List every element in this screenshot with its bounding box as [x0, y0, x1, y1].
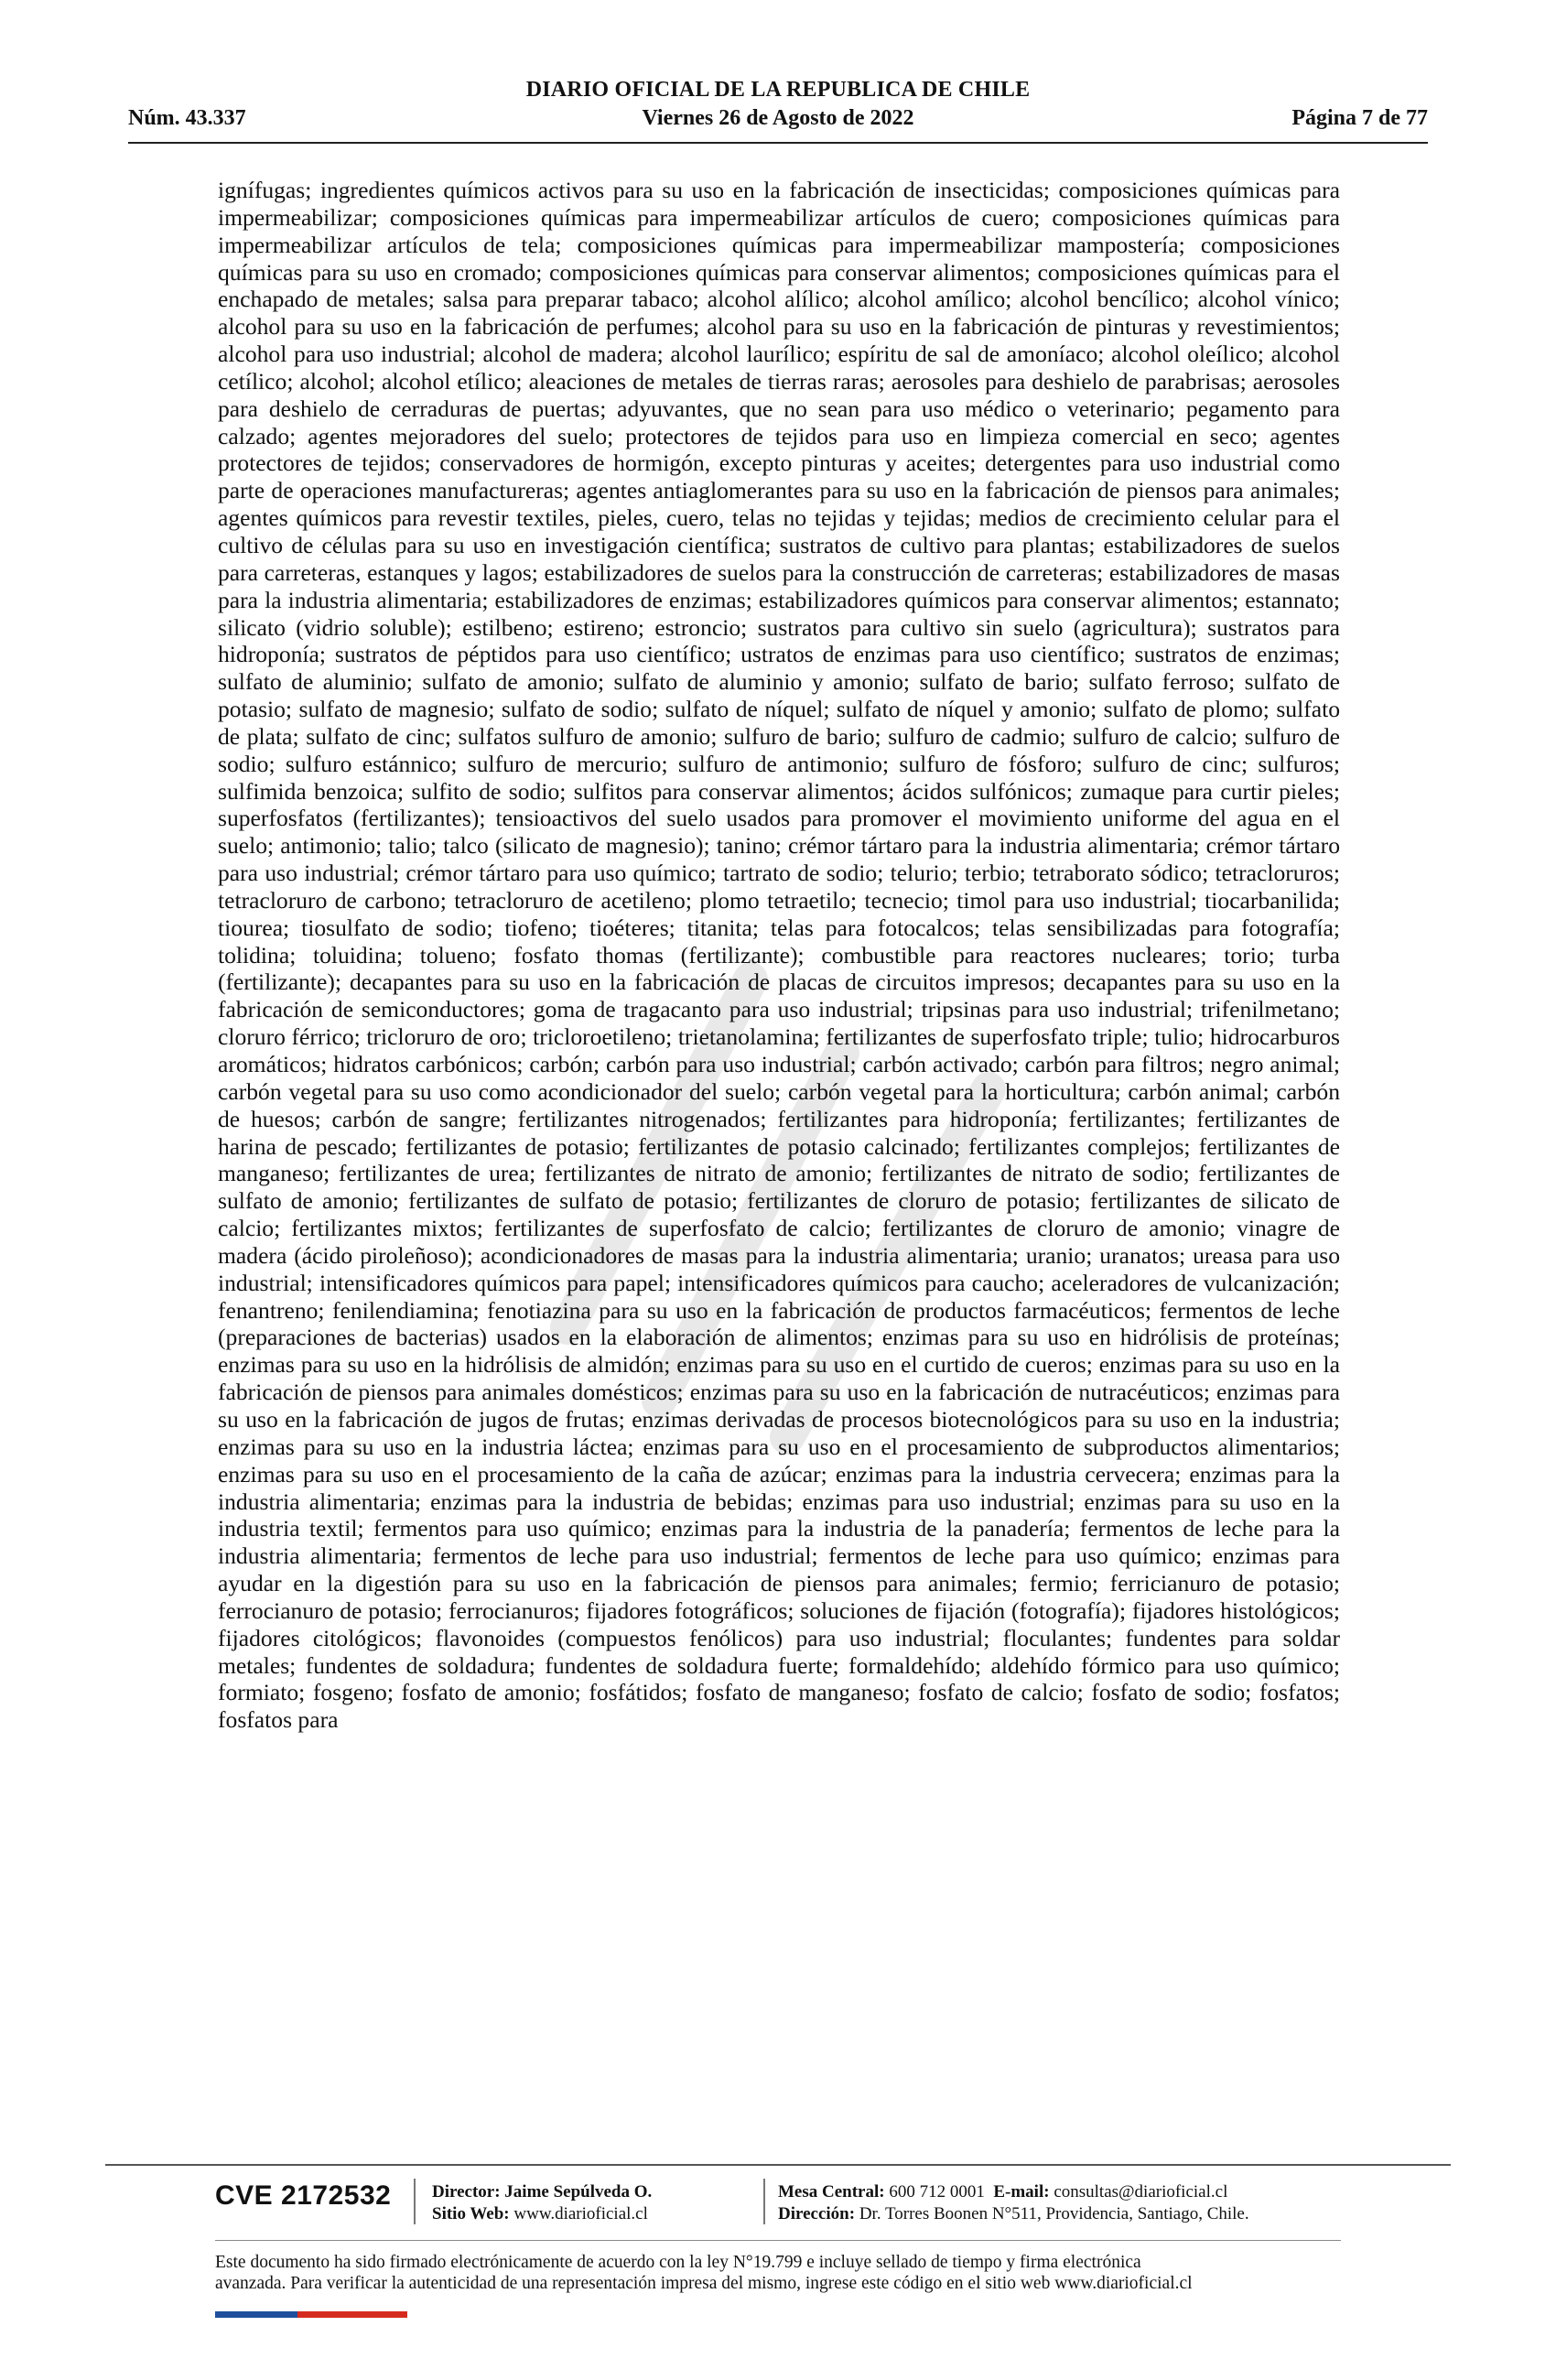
- email-link[interactable]: consultas@diarioficial.cl: [1054, 2182, 1228, 2202]
- flag-blue-segment: [215, 2311, 297, 2318]
- footer-separator: [763, 2179, 765, 2224]
- footer-director-block: [432, 2181, 652, 2225]
- flag-color-bar: [215, 2311, 407, 2318]
- address-label: Dirección:: [778, 2204, 856, 2223]
- cve-code: CVE 2172532: [215, 2180, 392, 2211]
- director-label: Director:: [432, 2182, 501, 2202]
- issue-date: Viernes 26 de Agosto de 2022: [642, 106, 914, 130]
- footer-divider-thin: [215, 2240, 1341, 2241]
- director-name: Jaime Sepúlveda O.: [504, 2182, 653, 2202]
- website-label: Sitio Web:: [432, 2204, 510, 2223]
- issue-number: Núm. 43.337: [128, 106, 246, 130]
- signature-notice: [215, 2252, 1350, 2294]
- newspaper-title: DIARIO OFICIAL DE LA REPUBLICA DE CHILE: [525, 78, 1031, 102]
- document-body: [218, 177, 1340, 1734]
- footer-divider: [105, 2164, 1451, 2166]
- body-paragraph: ignífugas; ingredientes químicos activos para su uso en la fabricación de insecticidas; composiciones químicas para impermeabilizar; composiciones químicas para impermeabilizar artículos de cuero; composiciones químicas para impermeabilizar artículos de tela; composiciones químicas para impermeabilizar mampostería; composiciones químicas para su uso en cromado; composiciones químicas para conservar alimentos; composiciones químicas para el enchapado de metales; salsa para preparar tabaco; alcohol alílico; alcohol amílico; alcohol bencílico; alcohol vínico; alcohol para su uso en la fabricación de perfumes; alcohol para su uso en la fabricación de pinturas y revestimientos; alcohol para uso industrial; alcohol de madera; alcohol laurílico; espíritu de sal de amoníaco; alcohol oleílico; alcohol cetílico; alcohol; alcohol etílico; aleaciones de metales de tierras raras; aerosoles para deshielo de parabrisas; aerosoles para deshielo de cerraduras de puertas; adyuvantes, que no sean para uso médico o veterinario; pegamento para calzado; agentes mejoradores del suelo; protectores de tejidos para uso en limpieza comercial en seco; agentes protectores de tejidos; conservadores de hormigón, excepto pinturas y aceites; detergentes para uso industrial como parte de operaciones manufactureras; agentes antiaglomerantes para su uso en la fabricación de piensos para animales; agentes químicos para revestir textiles, pieles, cuero, telas no tejidas y tejidas; medios de crecimiento celular para el cultivo de células para su uso en investigación científica; sustratos de cultivo para plantas; estabilizadores de suelos para carreteras, estanques y lagos; estabilizadores de suelos para la construcción de carreteras; estabilizadores de masas para la industria alimentaria; estabilizadores de enzimas; estabilizadores químicos para conservar alimentos; estannato; silicato (vidrio soluble); estilbeno; estireno; estroncio; sustratos para cultivo sin suelo (agricultura); sustratos para hidroponía; sustratos de péptidos para uso científico; ustratos de enzimas para uso científico; sustratos de enzimas; sulfato de aluminio; sulfato de amonio; sulfato de aluminio y amonio; sulfato de bario; sulfato ferroso; sulfato de potasio; sulfato de magnesio; sulfato de sodio; sulfato de níquel; sulfato de níquel y amonio; sulfato de plomo; sulfato de plata; sulfato de cinc; sulfatos sulfuro de amonio; sulfuro de bario; sulfuro de cadmio; sulfuro de calcio; sulfuro de sodio; sulfuro estánnico; sulfuro de mercurio; sulfuro de antimonio; sulfuro de fósforo; sulfuro de cinc; sulfuros; sulfimida benzoica; sulfito de sodio; sulfitos para conservar alimentos; ácidos sulfónicos; zumaque para curtir pieles; superfosfatos (fertilizantes); tensioactivos del suelo usados para promover el movimiento uniforme del agua en el suelo; antimonio; talio; talco (silicato de magnesio); tanino; crémor tártaro para la industria alimentaria; crémor tártaro para uso industrial; crémor tártaro para uso químico; tartrato de sodio; telurio; terbio; tetraborato sódico; tetracloruros; tetracloruro de carbono; tetracloruro de acetileno; plomo tetraetilo; tecnecio; timol para uso industrial; tiocarbanilida; tiourea; tiosulfato de sodio; tiofeno; tioéteres; titanita; telas para fotocalcos; telas sensibilizadas para fotografía; tolidina; toluidina; tolueno; fosfato thomas (fertilizante); combustible para reactores nucleares; torio; turba (fertilizante); decapantes para su uso en la fabricación de placas de circuitos impresos; decapantes para su uso en la fabricación de semiconductores; goma de tragacanto para uso industrial; tripsinas para uso industrial; trifenilmetano; cloruro férrico; tricloruro de oro; tricloroetileno; trietanolamina; fertilizantes de superfosfato triple; tulio; hidrocarburos aromáticos; hidratos carbónicos; carbón; carbón para uso industrial; carbón activado; carbón para filtros; negro animal; carbón vegetal para su uso como acondicionador del suelo; carbón vegetal para la horticultura; carbón animal; carbón de huesos; carbón de sangre; fertilizantes nitrogenados; fertilizantes para hidroponía; fertilizantes; fertilizantes de harina de pescado; fertilizantes de potasio; fertilizantes de potasio calcinado; fertilizantes complejos; fertilizantes de manganeso; fertilizantes de urea; fertilizantes de nitrato de amonio; fertilizantes de nitrato de sodio; fertilizantes de sulfato de amonio; fertilizantes de sulfato de potasio; fertilizantes de cloruro de potasio; fertilizantes de silicato de calcio; fertilizantes mixtos; fertilizantes de superfosfato de calcio; fertilizantes de cloruro de amonio; vinagre de madera (ácido piroleñoso); acondicionadores de masas para la industria alimentaria; uranio; uranatos; ureasa para uso industrial; intensificadores químicos para papel; intensificadores químicos para caucho; aceleradores de vulcanización; fenantreno; fenilendiamina; fenotiazina para su uso en la fabricación de productos farmacéuticos; fermentos de leche (preparaciones de bacterias) usados en la elaboración de alimentos; enzimas para su uso en hidrólisis de proteínas; enzimas para su uso en la hidrólisis de almidón; enzimas para su uso en el curtido de cueros; enzimas para su uso en la fabricación de piensos para animales domésticos; enzimas para su uso en la fabricación de nutracéuticos; enzimas para su uso en la fabricación de jugos de frutas; enzimas derivadas de procesos biotecnológicos para su uso en la industria; enzimas para su uso en la industria láctea; enzimas para su uso en el procesamiento de subproductos alimentarios; enzimas para su uso en el procesamiento de la caña de azúcar; enzimas para la industria cervecera; enzimas para la industria alimentaria; enzimas para la industria de bebidas; enzimas para uso industrial; enzimas para su uso en la industria textil; fermentos para uso químico; enzimas para la industria de la panadería; fermentos de leche para la industria alimentaria; fermentos de leche para uso industrial; fermentos de leche para uso químico; enzimas para ayudar en la digestión para su uso en la fabricación de piensos para animales; fermio; ferricianuro de potasio; ferrocianuro de potasio; ferrocianuros; fijadores fotográficos; soluciones de fijación (fotografía); fijadores histológicos; fijadores citológicos; flavonoides (compuestos fenólicos) para uso industrial; floculantes; fundentes para soldar metales; fundentes de soldadura; fundentes de soldadura fuerte; formaldehído; aldehído fórmico para uso químico; formiato; fosgeno; fosfato de amonio; fosfátidos; fosfato de manganeso; fosfato de calcio; fosfato de sodio; fosfatos; fosfatos para: [218, 177, 1340, 1734]
- mesa-label: Mesa Central:: [778, 2182, 885, 2202]
- address-value: Dr. Torres Boonen N°511, Providencia, Santiago, Chile.: [859, 2204, 1249, 2223]
- header-divider: [128, 142, 1428, 144]
- notice-line: avanzada. Para verificar la autenticidad de una representación impresa del mismo, ingrese este código en el sitio web www.diarioficial.cl: [215, 2274, 1193, 2293]
- flag-red-segment: [297, 2311, 407, 2318]
- page-header: [128, 78, 1428, 151]
- notice-line: Este documento ha sido firmado electrónicamente de acuerdo con la ley N°19.799 e incluye sellado de tiempo y firma electrónica: [215, 2253, 1141, 2272]
- page-number: Página 7 de 77: [1291, 106, 1428, 130]
- website-link[interactable]: www.diarioficial.cl: [513, 2204, 648, 2223]
- email-label: E-mail:: [993, 2182, 1050, 2202]
- footer-contact-block: [778, 2181, 1249, 2225]
- footer-separator: [414, 2179, 416, 2224]
- mesa-phone: 600 712 0001: [889, 2182, 985, 2202]
